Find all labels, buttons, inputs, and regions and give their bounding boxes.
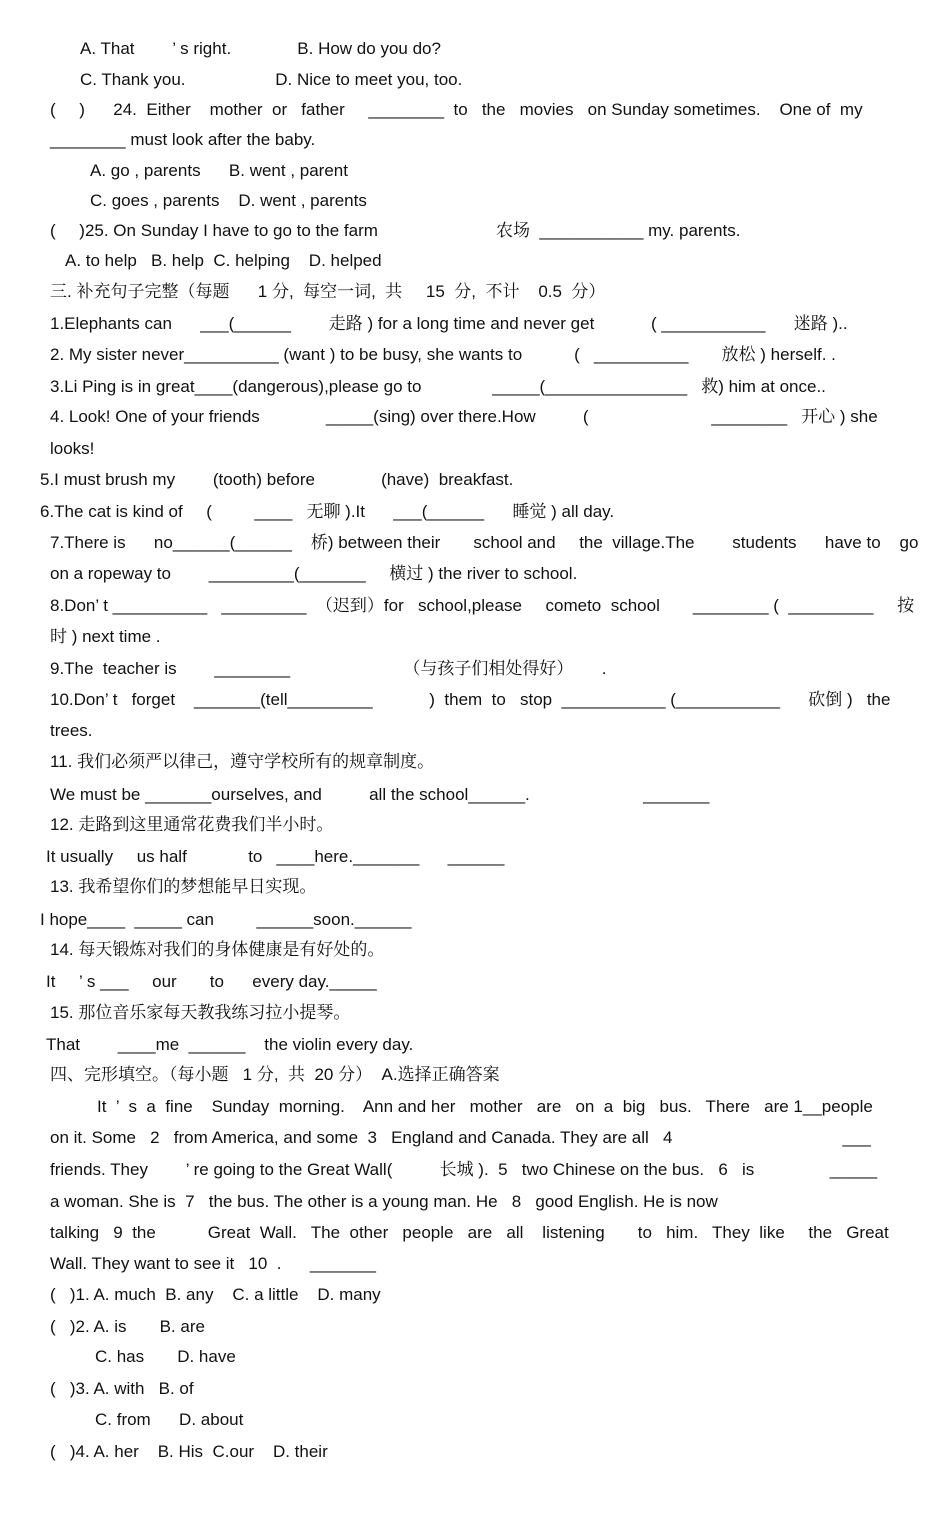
text-line: ________ must look after the baby. [50, 130, 316, 149]
text-line: 15. 那位音乐家每天教我练习拉小提琴。 [50, 1003, 351, 1022]
text-line: A. That ’ s right. B. How do you do? [80, 39, 441, 58]
text-line: 7.There is no______(______ 桥) between their school and the village.The students have to go [50, 533, 919, 552]
text-line: C. from D. about [95, 1410, 244, 1429]
text-line: 5.I must brush my (tooth) before (have) breakfast. [40, 470, 514, 489]
text-line: 6.The cat is kind of ( ____ 无聊 ).It ___(______ 睡觉 ) all day. [40, 502, 615, 521]
text-line: looks! [50, 439, 95, 458]
text-line: It ’ s ___ our to every day._____ [46, 972, 377, 991]
text-line: 1.Elephants can ___(______ 走路 ) for a long time and never get ( ___________ 迷路 ).. [50, 314, 848, 333]
text-line: It ’ s a fine Sunday morning. Ann and her mother are on a big bus. There are 1__people [97, 1097, 873, 1116]
text-line: friends. They ’ re going to the Great Wall( 长城 ). 5 two Chinese on the bus. 6 is _____ [50, 1160, 878, 1179]
text-line: 3.Li Ping is in great____(dangerous),please go to _____(_______________ 救) him at once.. [50, 377, 826, 396]
text-line: C. Thank you. D. Nice to meet you, too. [80, 70, 463, 89]
text-line: Wall. They want to see it 10 . _______ [50, 1254, 377, 1273]
text-line: on a ropeway to _________(_______ 横过 ) the river to school. [50, 564, 578, 583]
text-line: ( )2. A. is B. are [50, 1317, 205, 1336]
text-line: 11. 我们必须严以律己，遵守学校所有的规章制度。 [50, 752, 435, 771]
text-line: C. goes , parents D. went , parents [90, 191, 367, 210]
text-line: a woman. She is 7 the bus. The other is a young man. He 8 good English. He is now [50, 1192, 718, 1211]
text-line: 12. 走路到这里通常花费我们半小时。 [50, 815, 334, 834]
text-line: 4. Look! One of your friends _____(sing) over there.How ( ________ 开心 ) she [50, 407, 878, 426]
text-line: ( )4. A. her B. His C.our D. their [50, 1442, 328, 1461]
text-line: 14. 每天锻炼对我们的身体健康是有好处的。 [50, 940, 385, 959]
text-line: It usually us half to ____here._______ ______ [46, 847, 505, 866]
text-line: on it. Some 2 from America, and some 3 England and Canada. They are all 4 ___ [50, 1128, 871, 1147]
text-line: ( )1. A. much B. any C. a little D. many [50, 1285, 381, 1304]
text-line: 10.Don’ t forget _______(tell_________ ) them to stop ___________ (___________ 砍倒 ) the [50, 690, 891, 709]
text-line: talking 9 the Great Wall. The other people are all listening to him. They like the Great [50, 1223, 889, 1242]
text-line: A. go , parents B. went , parent [90, 161, 348, 180]
text-line: trees. [50, 721, 93, 740]
text-line: 9.The teacher is ________ （与孩子们相处得好） . [50, 659, 607, 678]
text-line: 13. 我希望你们的梦想能早日实现。 [50, 877, 317, 896]
text-line: ( )3. A. with B. of [50, 1379, 194, 1398]
text-line: ( ) 24. Either mother or father ________ to the movies on Sunday sometimes. One of my [50, 100, 863, 119]
text-line: A. to help B. help C. helping D. helped [65, 251, 382, 270]
text-line: We must be _______ourselves, and all the school______. _______ [50, 785, 710, 804]
text-line: 8.Don’ t __________ _________ （迟到）for school,please cometo school ________ ( _________ 按 [50, 596, 915, 615]
section-heading: 三. 补充句子完整（每题 1 分, 每空一词, 共 15 分, 不计 0.5 分） [50, 282, 606, 301]
text-line: C. has D. have [95, 1347, 236, 1366]
text-line: I hope____ _____ can ______soon.______ [40, 910, 412, 929]
section-heading: 四、完形填空。（每小题 1 分, 共 20 分） A.选择正确答案 [50, 1065, 500, 1084]
text-line: That ____me ______ the violin every day. [46, 1035, 414, 1054]
text-line: ( )25. On Sunday I have to go to the farm 农场 ___________ my. parents. [50, 221, 741, 240]
text-line: 时 ) next time . [50, 627, 161, 646]
text-line: 2. My sister never__________ (want ) to be busy, she wants to ( __________ 放松 ) herself. . [50, 345, 836, 364]
